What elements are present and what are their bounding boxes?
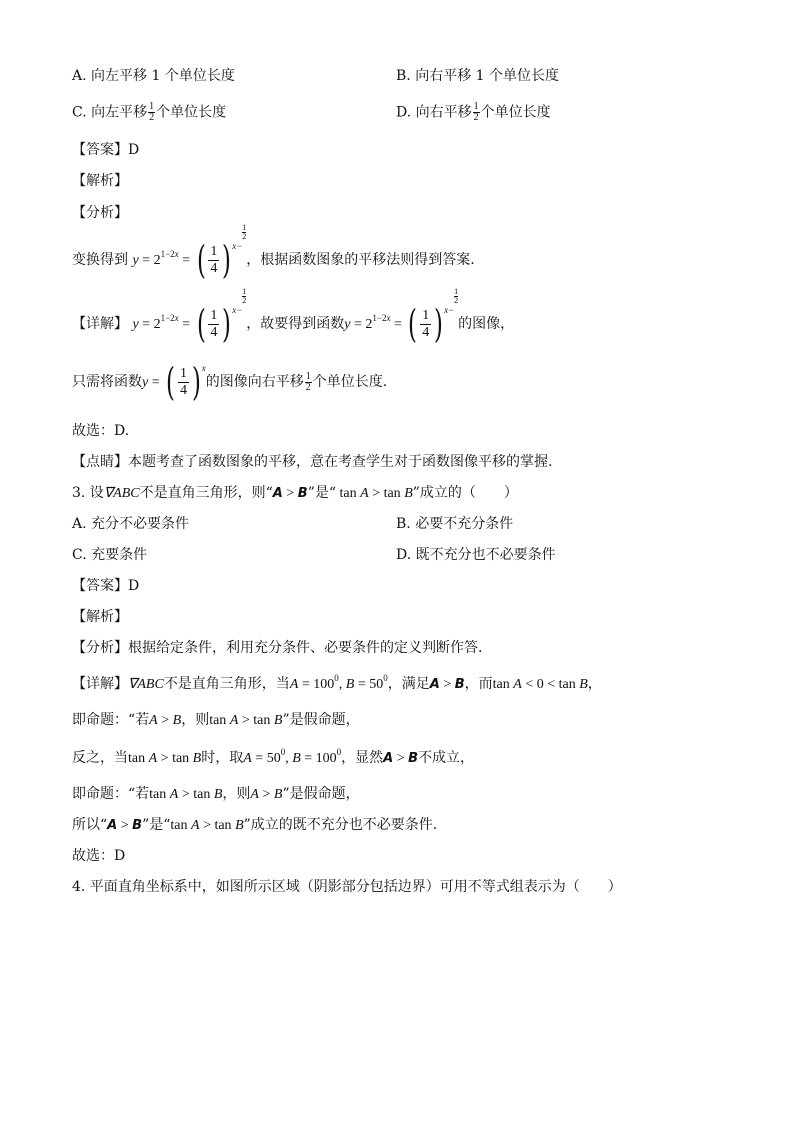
- q3-detail-5: 所以“A > B”是“tan A > tan B”成立的既不充分也不必要条件.: [72, 817, 438, 833]
- q4-stem: 4. 平面直角坐标系中，如图所示区域（阴影部分包括边界）可用不等式组表示为（ ）: [72, 879, 622, 895]
- q3-l4-text: 即命题：“若: [72, 786, 150, 802]
- detail-text: ，故要得到函数: [246, 316, 345, 332]
- jiexi-label: 【解析】: [72, 173, 128, 189]
- detail2-text-3: 个单位长度.: [312, 374, 388, 390]
- q3-stem-text-3: ”是“: [307, 485, 337, 501]
- fraction-half: $\frac{1}{2}$: [149, 101, 155, 123]
- q3-detail1-text-2: ，满足: [387, 676, 430, 692]
- q3-l3-text-4: 不成立，: [418, 750, 475, 766]
- q3-stem-text-2: 不是直角三角形，则“: [139, 485, 273, 501]
- q3-option-d: D. 既不充分也不必要条件: [396, 547, 556, 563]
- q3-l3-text-2: 时，取: [201, 750, 244, 766]
- q3-detail-1: 【详解】∇ABC不是直角三角形，当$A = 100^0$, $B = 50^0$，满足A > B，而tan A < 0 < tan B，: [72, 673, 602, 692]
- q3-stem: 3. 设∇ABC不是直角三角形，则“A > B”是“ tan A > tan B”成立的（ ）: [72, 485, 518, 501]
- fraction-half: $\frac{1}{2}$: [473, 101, 479, 123]
- fenxi-label: 【分析】: [72, 205, 128, 221]
- q3-detail-4: 即命题：“若tan A > tan B，则A > B”是假命题，: [72, 786, 360, 802]
- q3-option-c: C. 充要条件: [72, 547, 148, 563]
- detail-line-1: 【详解】 $y = 2^{1-2x}$ = ( $\frac{1}{4}$ )x− $\frac{1}{2}$，故要得到函数$y = 2^{1-2x}$ = ( $\frac{1}{4}$ )x− $\frac{1}{2}$的图像，: [72, 287, 515, 346]
- q3-detail1-text-3: ，而: [464, 676, 493, 692]
- q3-fenxi: 【分析】根据给定条件，利用充分条件、必要条件的定义判断作答.: [72, 640, 483, 656]
- q3-l2-text-2: ，则: [181, 712, 210, 728]
- choose-line: 故选：D.: [72, 423, 130, 439]
- detail-line-2: 只需将函数y = ( $\frac{1}{4}$ )x的图像向右平移 $\frac{1}{2}$ 个单位长度.: [72, 360, 388, 404]
- analysis-text-2: ，根据函数图象的平移法则得到答案.: [246, 252, 475, 268]
- q3-detail-2: 即命题：“若A > B，则tan A > tan B”是假命题，: [72, 712, 360, 728]
- dianjing-line: 【点睛】本题考查了函数图象的平移，意在考查学生对于函数图像平移的掌握.: [72, 454, 553, 470]
- q3-detail-label: 【详解】: [72, 676, 128, 692]
- q3-l4-text-2: ，则: [222, 786, 251, 802]
- option-c: [72, 102, 226, 123]
- q3-l3-text-3: ，显然: [341, 750, 384, 766]
- q3-answer: 【答案】D: [72, 578, 140, 594]
- option-c-text-2: 个单位长度: [156, 104, 227, 121]
- option-c-text: C. 向左平移: [72, 104, 148, 121]
- detail-text-2: 的图像，: [458, 316, 515, 332]
- analysis-text: 变换得到: [72, 252, 128, 268]
- q3-choose: 故选：D: [72, 848, 126, 864]
- q3-option-a: A. 充分不必要条件: [72, 516, 190, 532]
- q3-l5-text-3: ”成立的既不充分也不必要条件.: [243, 817, 438, 833]
- q3-detail1-text-4: ，: [587, 676, 602, 692]
- answer-label: 【答案】D: [72, 142, 140, 158]
- q3-jiexi: 【解析】: [72, 609, 128, 625]
- option-b: B. 向右平移 1 个单位长度: [396, 68, 559, 84]
- option-d-text: D. 向右平移: [396, 104, 472, 121]
- q3-l4-text-3: ”是假命题，: [282, 786, 360, 802]
- q3-l2-text: 即命题：“若: [72, 712, 150, 728]
- analysis-line: 变换得到 $y = 2^{1-2x}$ = ( $\frac{1}{4}$ )x− $\frac{1}{2}$，根据函数图象的平移法则得到答案.: [72, 223, 475, 282]
- q3-detail1-text: 不是直角三角形，当: [163, 676, 290, 692]
- q3-l2-text-3: ”是假命题，: [282, 712, 360, 728]
- q3-l5-text-2: ”是“: [142, 817, 171, 833]
- q3-l5-text: 所以“: [72, 817, 108, 833]
- q3-stem-text: 3. 设: [72, 485, 104, 501]
- q3-detail-3: 反之，当tan A > tan B时，取$A = 50^0$, $B = 100^0$，显然A > B不成立，: [72, 747, 475, 766]
- detail2-text: 只需将函数: [72, 374, 142, 390]
- q3-option-b: B. 必要不充分条件: [396, 516, 514, 532]
- option-d-text-2: 个单位长度: [480, 104, 551, 121]
- q3-stem-text-4: ”成立的（ ）: [412, 485, 518, 501]
- option-a: A. 向左平移 1 个单位长度: [72, 68, 235, 84]
- option-d: [396, 102, 551, 123]
- q3-l3-text: 反之，当: [72, 750, 128, 766]
- detail-label: 【详解】: [72, 316, 128, 332]
- detail2-text-2: 的图像向右平移: [205, 374, 304, 390]
